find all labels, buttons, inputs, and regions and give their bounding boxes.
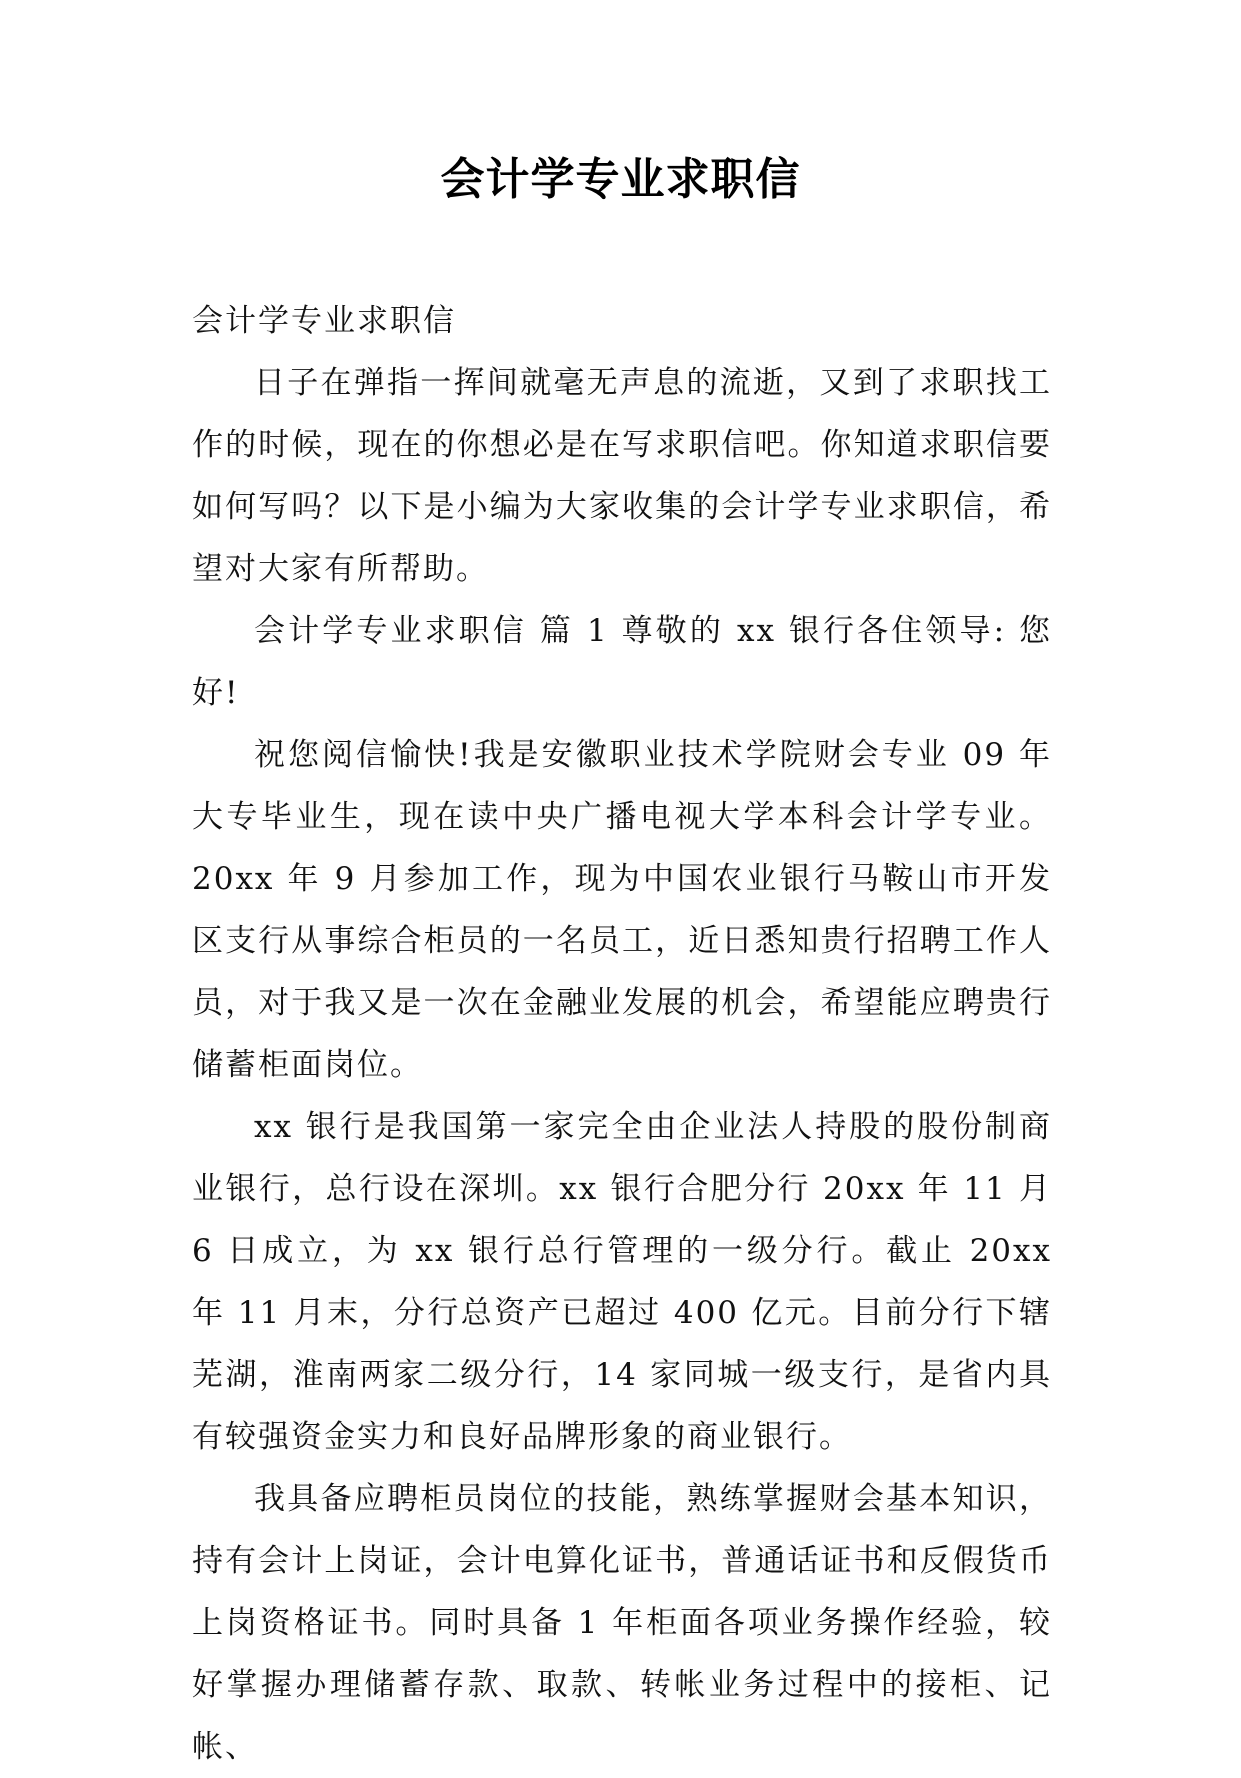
paragraph-salutation: 会计学专业求职信 篇 1 尊敬的 xx 银行各住领导: 您好!: [192, 613, 1052, 711]
paragraph-skills: 我具备应聘柜员岗位的技能，熟练掌握财会基本知识，持有会计上岗证，会计电算化证书，普通话证书和反假货币上岗资格证书。同时具备 1 年柜面各项业务操作经验，较好掌握办理储蓄存款、取款、转帐业务过程中的接柜、记帐、: [192, 1481, 1052, 1765]
document-title: 会计学专业求职信: [440, 154, 801, 205]
paragraph-bank-profile: xx 银行是我国第一家完全由企业法人持股的股份制商业银行，总行设在深圳。xx 银行合肥分行 20xx 年 11 月 6 日成立，为 xx 银行总行管理的一级分行。截止 20xx 年 11 月末，分行总资产已超过 400 亿元。目前分行下辖芜湖，淮南两家二级分行，14 家同城一级支行，是省内具有较强资金实力和良好品牌形象的商业银行。: [192, 1109, 1052, 1455]
document-body: [192, 290, 1052, 1778]
paragraph-self-introduction: 祝您阅信愉快!我是安徽职业技术学院财会专业 09 年大专毕业生，现在读中央广播电视大学本科会计学专业。20xx 年 9 月参加工作，现为中国农业银行马鞍山市开发区支行从事综合柜员的一名员工，近日悉知贵行招聘工作人员，对于我又是一次在金融业发展的机会，希望能应聘贵行储蓄柜面岗位。: [192, 737, 1052, 1083]
paragraph-intro: 日子在弹指一挥间就毫无声息的流逝，又到了求职找工作的时候，现在的你想必是在写求职信吧。你知道求职信要如何写吗？以下是小编为大家收集的会计学专业求职信，希望对大家有所帮助。: [192, 365, 1052, 587]
paragraph-heading: 会计学专业求职信: [192, 303, 456, 339]
